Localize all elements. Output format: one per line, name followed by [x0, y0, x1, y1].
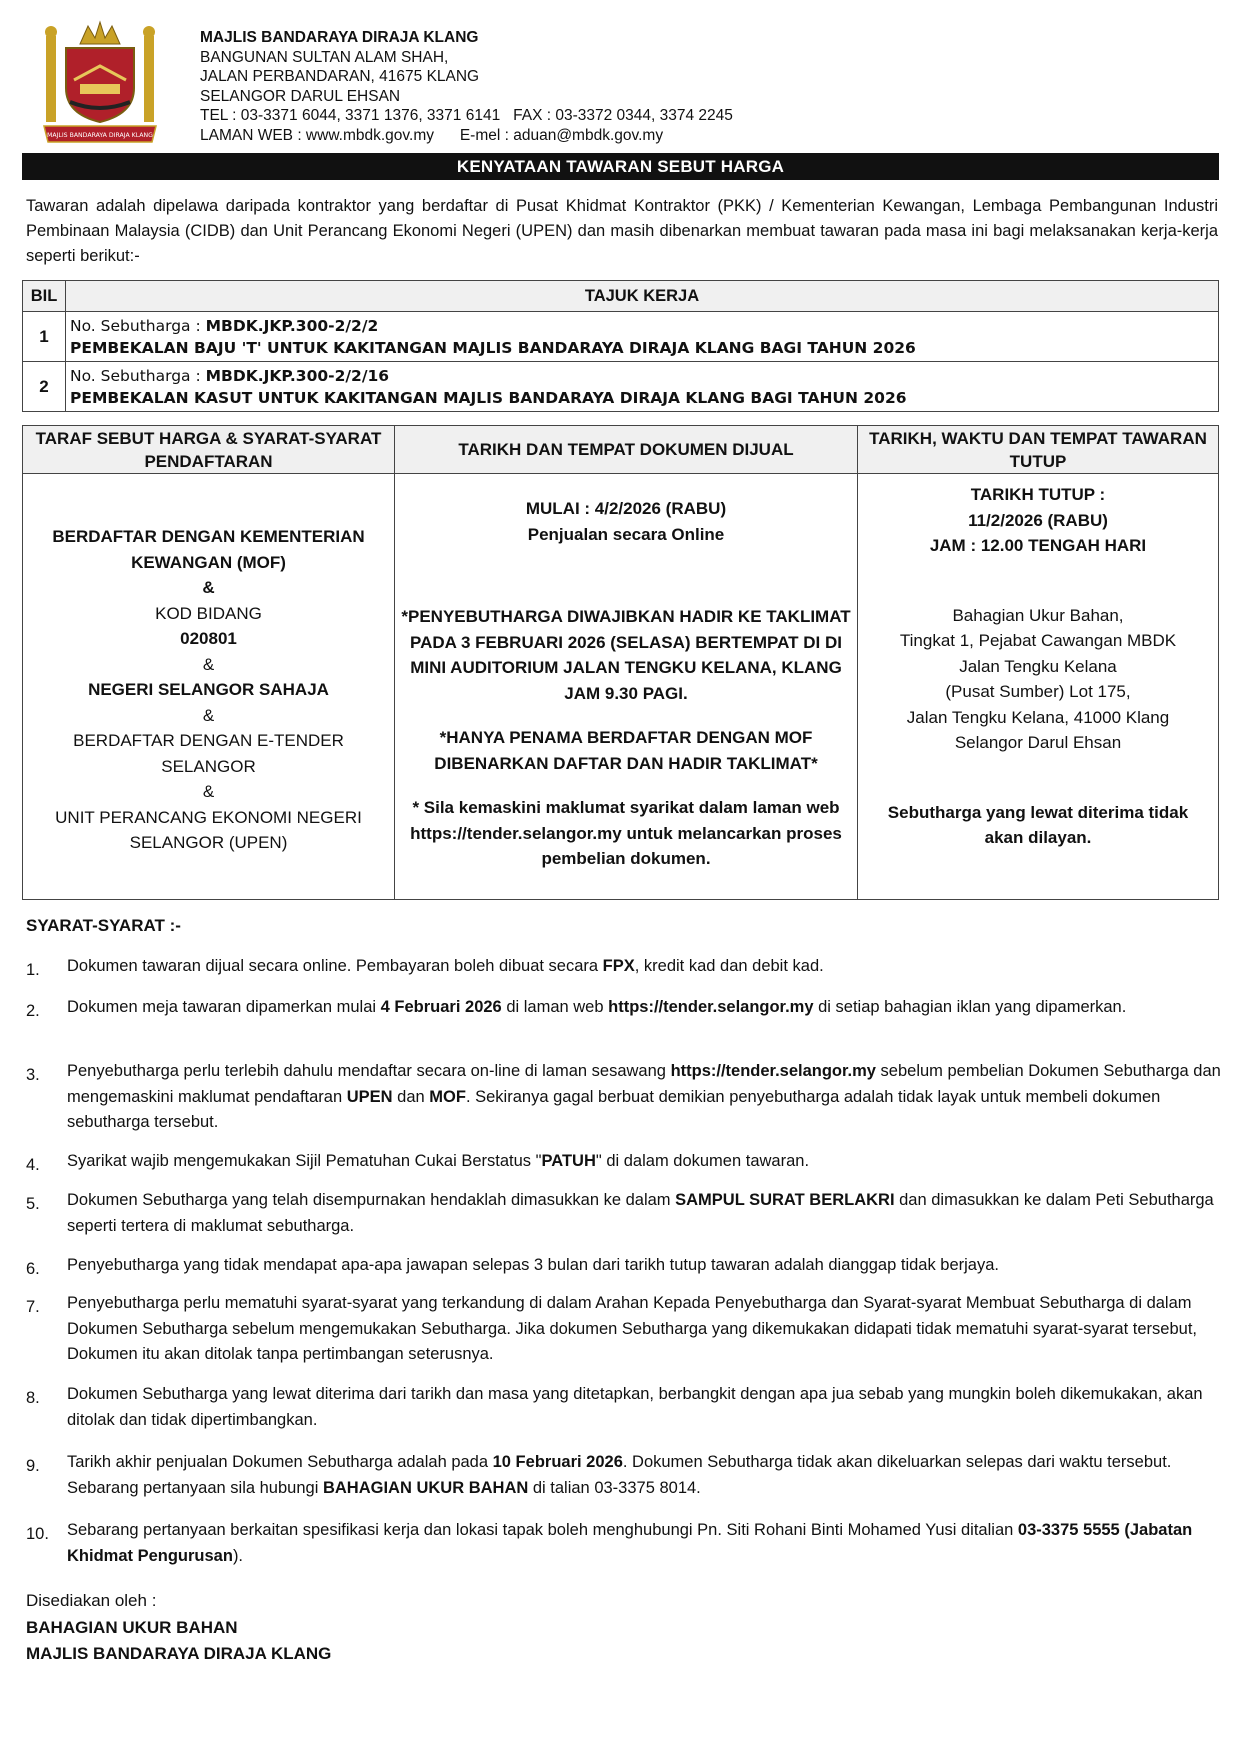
- condition-text: Dokumen meja tawaran dipamerkan mulai: [67, 998, 381, 1016]
- work-title: PEMBEKALAN KASUT UNTUK KAKITANGAN MAJLIS BANDARAYA DIRAJA KLANG BAGI TAHUN 2026: [70, 388, 907, 407]
- condition-number: 7.: [26, 1298, 40, 1316]
- condition-bold: SAMPUL SURAT BERLAKRI: [675, 1191, 895, 1209]
- condition-number: 8.: [26, 1389, 40, 1407]
- condition-bold: https://tender.selangor.my: [670, 1062, 876, 1080]
- update-note: * Sila kemaskini maklumat syarikat dalam laman web https://tender.selangor.my untuk melancarkan proses pembelian dokumen.: [410, 798, 842, 868]
- condition-text: ).: [232, 1546, 244, 1565]
- condition-text: Dokumen Sebutharga yang telah disempurnakan hendaklah dimasukkan ke dalam: [67, 1191, 676, 1209]
- closing-address-line: Selangor Darul Ehsan: [954, 733, 1122, 752]
- mof-only-note: *HANYA PENAMA BERDAFTAR DENGAN MOF DIBENARKAN DAFTAR DAN HADIR TAKLIMAT*: [434, 728, 818, 773]
- condition-number: 4.: [26, 1156, 40, 1174]
- condition-text: Sebarang pertanyaan berkaitan spesifikasi kerja dan lokasi tapak boleh menghubungi Pn. Siti Rohani Binti Mohamed Yusi ditalian: [67, 1521, 1018, 1539]
- condition-text: " di dalam dokumen tawaran.: [595, 1152, 810, 1170]
- ampersand: &: [202, 654, 215, 674]
- works-table: [22, 280, 1219, 412]
- condition-bold: BAHAGIAN UKUR BAHAN: [322, 1478, 529, 1497]
- condition-number: 3.: [26, 1066, 40, 1084]
- table-row: [23, 312, 1219, 362]
- work-cell: [66, 312, 1219, 362]
- address-line-1: BANGUNAN SULTAN ALAM SHAH,: [200, 48, 449, 66]
- condition-item: [26, 1291, 1221, 1368]
- ref-number: MBDK.JKP.300-2/2/2: [205, 316, 379, 335]
- condition-bold: UPEN: [346, 1087, 393, 1106]
- kod-bidang-label: KOD BIDANG: [155, 603, 262, 623]
- conditions-heading: SYARAT-SYARAT :-: [26, 916, 181, 935]
- title-header: TAJUK KERJA: [66, 281, 1219, 312]
- condition-bold: (Jabatan Khidmat Pengurusan: [67, 1521, 1193, 1565]
- condition-bold: FPX: [602, 957, 635, 975]
- details-table: [22, 425, 1219, 900]
- address-line-3: SELANGOR DARUL EHSAN: [200, 87, 401, 105]
- kod-bidang-value: 020801: [180, 629, 237, 648]
- condition-item: [26, 1382, 1221, 1433]
- condition-text: , kredit kad dan debit kad.: [634, 957, 824, 975]
- work-title: PEMBEKALAN BAJU 'T' UNTUK KAKITANGAN MAJLIS BANDARAYA DIRAJA KLANG BAGI TAHUN 2026: [70, 338, 916, 357]
- ampersand: &: [202, 705, 215, 725]
- upen-requirement: UNIT PERANCANG EKONOMI NEGERI SELANGOR (UPEN): [55, 807, 362, 852]
- closing-address-line: Tingkat 1, Pejabat Cawangan MBDK: [899, 631, 1177, 650]
- condition-item: [26, 1450, 1221, 1501]
- condition-item: [26, 1149, 1221, 1175]
- row-number: 1: [23, 312, 66, 362]
- condition-text: Tarikh akhir penjualan Dokumen Sebutharga adalah pada: [67, 1453, 493, 1471]
- condition-text: di talian 03-3375 8014.: [528, 1478, 701, 1497]
- condition-bold: 4 Februari 2026: [380, 998, 502, 1016]
- condition-number: 2.: [26, 1002, 40, 1020]
- closing-address-line: Bahagian Ukur Bahan,: [952, 605, 1124, 625]
- close-time: JAM : 12.00 TENGAH HARI: [929, 536, 1147, 555]
- org-name: MAJLIS BANDARAYA DIRAJA KLANG: [200, 29, 479, 46]
- intro-paragraph: Tawaran adalah dipelawa daripada kontraktor yang berdaftar di Pusat Khidmat Kontraktor (PKK) / Kementerian Kewangan, Lembaga Pembangunan Industri Pembinaan Malaysia (CIDB) dan Unit Perancang Ekonomi Negeri (UPEN) dan masih dibenarkan membuat tawaran pada masa ini bagi melaksanakan kerja-kerja seperti berikut:-: [26, 197, 1218, 265]
- web-email-line: LAMAN WEB : www.mbdk.gov.my E-mel : aduan@mbdk.gov.my: [200, 126, 664, 144]
- table-row: [23, 474, 1219, 900]
- crest-icon: [40, 18, 160, 148]
- closing-address-line: Jalan Tengku Kelana: [959, 656, 1117, 676]
- condition-text: dan: [392, 1087, 430, 1106]
- ref-number: MBDK.JKP.300-2/2/16: [205, 366, 390, 385]
- late-note: Sebutharga yang lewat diterima tidak akan dilayan.: [887, 802, 1189, 847]
- close-date: 11/2/2026 (RABU): [968, 510, 1108, 530]
- condition-item: [26, 1188, 1221, 1239]
- state-requirement: NEGERI SELANGOR SAHAJA: [88, 680, 329, 699]
- signature-dept: BAHAGIAN UKUR BAHAN: [26, 1618, 238, 1637]
- condition-bold: 03-3375 5555: [1017, 1521, 1120, 1539]
- condition-bold: MOF: [429, 1087, 466, 1106]
- condition-item: [26, 1518, 1221, 1569]
- condition-text: Dokumen Sebutharga yang lewat diterima dari tarikh dan masa yang ditetapkan, berbangkit dengan apa jua sebab yang mungkin boleh dikemukakan, akan ditolak dan tidak dipertimbangkan.: [67, 1385, 1203, 1429]
- condition-text: di laman web: [501, 998, 609, 1016]
- prepared-by-label: Disediakan oleh :: [26, 1591, 157, 1610]
- ref-label: No. Sebutharga :: [70, 316, 206, 335]
- row-number: 2: [23, 362, 66, 412]
- condition-number: 5.: [26, 1195, 40, 1213]
- condition-text: Dokumen tawaran dijual secara online. Pembayaran boleh dibuat secara: [67, 957, 603, 975]
- mof-requirement: BERDAFTAR DENGAN KEMENTERIAN KEWANGAN (MOF): [52, 527, 365, 572]
- condition-item: [26, 1253, 1221, 1279]
- condition-bold: 10 Februari 2026: [492, 1453, 623, 1471]
- condition-number: 9.: [26, 1457, 40, 1475]
- sale-cell: [395, 474, 858, 900]
- closing-address-line: Jalan Tengku Kelana, 41000 Klang: [906, 707, 1170, 727]
- condition-text: Syarikat wajib mengemukakan Sijil Pematuhan Cukai Berstatus ": [67, 1152, 542, 1170]
- page-title: KENYATAAN TAWARAN SEBUT HARGA: [22, 153, 1219, 180]
- condition-number: 6.: [26, 1260, 40, 1278]
- condition-text: dan dimasukkan ke dalam Peti Sebutharga seperti tertera di maklumat sebutharga.: [67, 1191, 1214, 1235]
- address-line-2: JALAN PERBANDARAN, 41675 KLANG: [200, 68, 480, 85]
- sale-online: Penjualan secara Online: [527, 524, 725, 544]
- crest-ribbon-text: MAJLIS BANDARAYA DIRAJA KLANG: [47, 132, 153, 139]
- condition-item: [26, 995, 1221, 1021]
- registration-cell: [23, 474, 395, 900]
- org-address-block: [200, 28, 733, 145]
- bil-header: BIL: [23, 281, 66, 312]
- condition-item: [26, 954, 1221, 980]
- work-cell: [66, 362, 1219, 412]
- condition-bold: https://tender.selangor.my: [608, 998, 814, 1016]
- tel-fax-line: TEL : 03-3371 6044, 3371 1376, 3371 6141 FAX : 03-3372 0344, 3374 2245: [200, 107, 733, 124]
- table-row: [23, 362, 1219, 412]
- ampersand: &: [202, 782, 215, 801]
- briefing-note: *PENYEBUTHARGA DIWAJIBKAN HADIR KE TAKLIMAT PADA 3 FEBRUARI 2026 (SELASA) BERTEMPAT DI DI MINI AUDITORIUM JALAN TENGKU KELANA, KLANG JAM 9.30 PAGI.: [401, 607, 851, 703]
- condition-text: Penyebutharga perlu mematuhi syarat-syarat yang terkandung di dalam Arahan Kepada Penyebutharga dan Syarat-syarat Membuat Sebutharga di dalam Dokumen Sebutharga sebelum mengemukakan Sebutharga. Jika dokumen Sebutharga yang dikemukakan didapati tidak mematuhi syarat-syarat tersebut, Dokumen itu akan ditolak tanpa pertimbangan seterusnya.: [67, 1294, 1197, 1363]
- condition-text: . Sekiranya gagal berbuat demikian penyebutharga adalah tidak layak untuk membeli dokumen sebutharga tersebut.: [67, 1087, 1161, 1131]
- condition-text: . Dokumen Sebutharga tidak akan dikeluarkan selepas dari waktu tersebut. Sebarang pertanyaan sila hubungi: [67, 1453, 1172, 1497]
- sale-header: TARIKH DAN TEMPAT DOKUMEN DIJUAL: [395, 426, 858, 474]
- closing-address-line: (Pusat Sumber) Lot 175,: [945, 682, 1131, 701]
- condition-text: di setiap bahagian iklan yang dipamerkan.: [813, 998, 1127, 1016]
- condition-text: Penyebutharga yang tidak mendapat apa-apa jawapan selepas 3 bulan dari tarikh tutup tawaran adalah dianggap tidak berjaya.: [67, 1256, 999, 1274]
- condition-number: 10.: [26, 1525, 49, 1543]
- condition-item: [26, 1059, 1221, 1136]
- ampersand: &: [202, 578, 215, 597]
- closing-cell: [858, 474, 1219, 900]
- registration-header: TARAF SEBUT HARGA & SYARAT-SYARAT PENDAFTARAN: [23, 426, 395, 474]
- etender-requirement: BERDAFTAR DENGAN E-TENDER SELANGOR: [73, 731, 344, 776]
- condition-bold: PATUH: [541, 1152, 596, 1170]
- condition-text: Penyebutharga perlu terlebih dahulu mendaftar secara on-line di laman sesawang: [67, 1062, 671, 1080]
- closing-header: TARIKH, WAKTU DAN TEMPAT TAWARAN TUTUP: [858, 426, 1219, 474]
- condition-text: sebelum pembelian Dokumen Sebutharga dan mengemaskini maklumat pendaftaran: [67, 1062, 1221, 1106]
- close-label: TARIKH TUTUP :: [970, 485, 1106, 504]
- sale-start: MULAI : 4/2/2026 (RABU): [525, 499, 727, 518]
- ref-label: No. Sebutharga :: [70, 366, 206, 385]
- signature-org: MAJLIS BANDARAYA DIRAJA KLANG: [26, 1644, 332, 1663]
- condition-number: 1.: [26, 961, 40, 979]
